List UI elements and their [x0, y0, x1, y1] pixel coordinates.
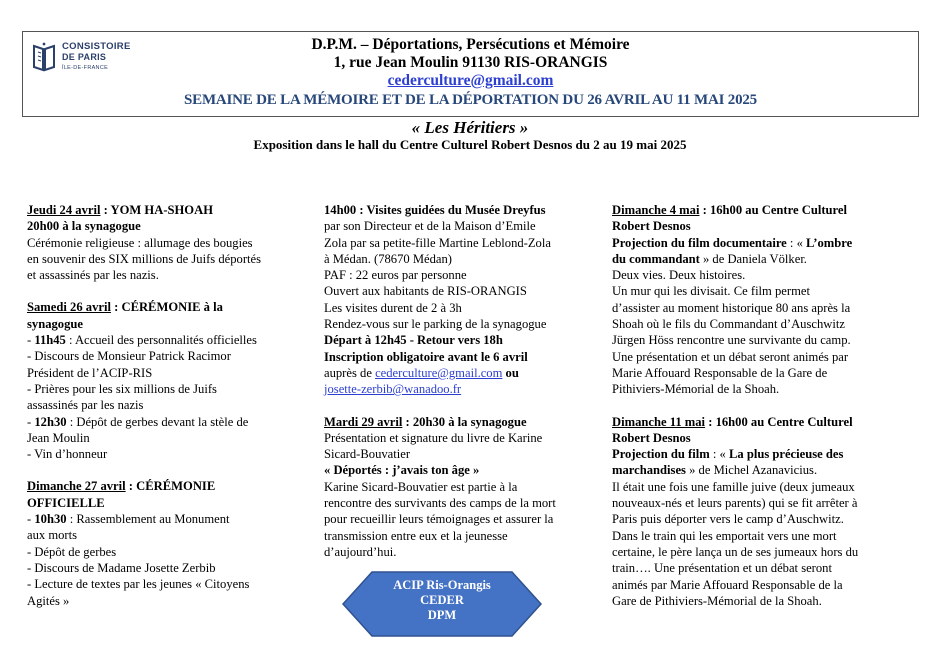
exhibition-info: Exposition dans le hall du Centre Culturel Robert Desnos du 2 au 19 mai 2025 — [253, 137, 687, 152]
organizers-badge — [342, 578, 542, 623]
header-week-title: SEMAINE DE LA MÉMOIRE ET DE LA DÉPORTATION DU 26 AVRIL AU 11 MAI 2025 — [184, 92, 757, 108]
email-link-ceder[interactable]: cederculture@gmail.com — [375, 365, 503, 380]
text-line: par son Directeur et de la Maison d’Emile — [324, 219, 536, 234]
exhibition-title: « Les Héritiers » — [411, 118, 529, 137]
text-line: Cérémonie religieuse : allumage des bougies — [27, 235, 253, 250]
text-line: certaine, le père lança un de ses jumeaux hors du — [612, 544, 859, 559]
event-sunday4-heading-2: Robert Desnos — [612, 219, 691, 234]
text-line: PAF : 22 euros par personne — [324, 268, 467, 283]
badge-line2: CEDER — [420, 593, 464, 607]
text-line: Marie Affouard Responsable de la Gare de — [612, 365, 828, 380]
text-line: Karine Sicard-Bouvatier est partie à la — [324, 479, 518, 494]
text-line: Les visites durent de 2 à 3h — [324, 300, 462, 315]
text-line: animés par Marie Affouard Responsable de la — [612, 577, 843, 592]
text-line: aux morts — [27, 528, 78, 543]
event-sunday4-heading: Dimanche 4 mai : 16h00 au Centre Culturel — [612, 203, 847, 217]
logo-line3: ÎLE-DE-FRANCE — [62, 65, 109, 71]
logo-line2: DE PARIS — [62, 52, 107, 62]
text-line: Jean Moulin — [27, 430, 90, 445]
header-address: 1, rue Jean Moulin 91130 RIS-ORANGIS — [333, 54, 608, 71]
text-line: Pithiviers-Mémorial de la Shoah. — [612, 382, 780, 397]
text-line: - Discours de Madame Josette Zerbib — [27, 560, 216, 575]
text-line: Un mur qui les divisait. Ce film permet — [612, 284, 810, 299]
badge-line3: DPM — [427, 608, 457, 622]
text-line: nouveaux-nés et leurs parents) qui se fit arrêter à — [612, 496, 858, 511]
column-right — [612, 202, 912, 609]
text-line: Rendez-vous sur le parking de la synagogue — [324, 317, 547, 332]
text-line: - Discours de Monsieur Patrick Racimor — [27, 349, 231, 364]
text-line: Ouvert aux habitants de RIS-ORANGIS — [324, 284, 527, 299]
event-tuesday-heading: Mardi 29 avril : 20h30 à la synagogue — [324, 414, 527, 429]
text-line: pour recueillir leurs témoignages et assurer la — [324, 512, 554, 527]
text-line: transmission entre eux et la jeunesse — [324, 528, 508, 543]
header-email-link[interactable]: cederculture@gmail.com — [387, 72, 554, 89]
text-line: marchandises » de Michel Azanavicius. — [612, 463, 818, 478]
event-sunday11-heading-2: Robert Desnos — [612, 430, 691, 445]
book-title: « Déportés : j’avais ton âge » — [324, 463, 480, 478]
text-line: Zola par sa petite-fille Martine Leblond-Zola — [324, 235, 551, 250]
text-line: Projection du film : « La plus précieuse des — [612, 447, 844, 462]
text-line: Jürgen Höss rencontre une survivante du camp. — [612, 333, 851, 348]
text-line: d’aujourd’hui. — [324, 544, 397, 559]
text-line: rencontre des survivants des camps de la mort — [324, 496, 556, 511]
text-line: Il était une fois une famille juive (deux jumeaux — [612, 479, 855, 494]
event-saturday-heading: Samedi 26 avril : CÉRÉMONIE à la — [27, 300, 223, 315]
header-organization: D.P.M. – Déportations, Persécutions et Mémoire — [311, 36, 630, 53]
text-line: - 10h30 : Rassemblement au Monument — [27, 512, 230, 527]
event-thursday-heading: Jeudi 24 avril : YOM HA-SHOAH — [27, 203, 213, 217]
column-middle — [324, 202, 594, 560]
text-line: Inscription obligatoire avant le 6 avril — [324, 349, 528, 364]
text-line: Agités » — [27, 593, 70, 608]
text-line: Président de l’ACIP-RIS — [27, 365, 153, 380]
text-line: - 11h45 : Accueil des personnalités officielles — [27, 333, 257, 348]
email-link-zerbib[interactable]: josette-zerbib@wanadoo.fr — [324, 382, 462, 397]
text-line: Une présentation et un débat seront animés par — [612, 349, 849, 364]
event-thursday-time: 20h00 à la synagogue — [27, 219, 141, 234]
text-line: du commandant » de Daniela Völker. — [612, 251, 807, 266]
text-line: Projection du film documentaire : « L’ombre — [612, 235, 853, 250]
text-line: Paris puis déporter vers le camp d’Auschwitz. — [612, 512, 844, 527]
event-sunday27-heading-2: OFFICIELLE — [27, 495, 105, 510]
text-line: - Vin d’honneur — [27, 447, 108, 462]
column-left — [27, 202, 303, 609]
text-line: Gare de Pithiviers-Mémorial de la Shoah. — [612, 593, 822, 608]
text-line: Présentation et signature du livre de Karine — [324, 430, 543, 445]
text-line: d’assister au moment historique 80 ans après la — [612, 300, 851, 315]
logo-line1: CONSISTOIRE — [62, 41, 131, 52]
event-sunday11-heading: Dimanche 11 mai : 16h00 au Centre Culturel — [612, 414, 853, 429]
text-line: train…. Une présentation et un débat seront — [612, 561, 832, 576]
text-line: et assassinés par les nazis. — [27, 268, 159, 283]
event-saturday-heading-2: synagogue — [27, 316, 83, 331]
text-line: Dans le train qui les emportait vers une mort — [612, 528, 837, 543]
text-line: - 12h30 : Dépôt de gerbes devant la stèle de — [27, 414, 249, 429]
event-sunday27-heading: Dimanche 27 avril : CÉRÉMONIE — [27, 479, 216, 494]
text-line: - Prières pour les six millions de Juifs — [27, 381, 217, 396]
text-line: à Médan. (78670 Médan) — [324, 251, 452, 266]
text-line: Deux vies. Deux histoires. — [612, 268, 746, 283]
text-line: - Dépôt de gerbes — [27, 544, 117, 559]
text-line: Sicard-Bouvatier — [324, 447, 411, 462]
text-line: - Lecture de textes par les jeunes « Citoyens — [27, 577, 250, 592]
badge-line1: ACIP Ris-Orangis — [393, 578, 491, 592]
text-line: en souvenir des SIX millions de Juifs déportés — [27, 251, 262, 266]
text-line: auprès de cederculture@gmail.com ou — [324, 365, 519, 380]
event-dreyfus-heading: 14h00 : Visites guidées du Musée Dreyfus — [324, 203, 546, 217]
text-line — [324, 381, 594, 397]
text-line: assassinés par les nazis — [27, 398, 144, 413]
text-line: Shoah où le fils du Commandant d’Auschwitz — [612, 317, 845, 332]
text-line: Départ à 12h45 - Retour vers 18h — [324, 333, 503, 348]
